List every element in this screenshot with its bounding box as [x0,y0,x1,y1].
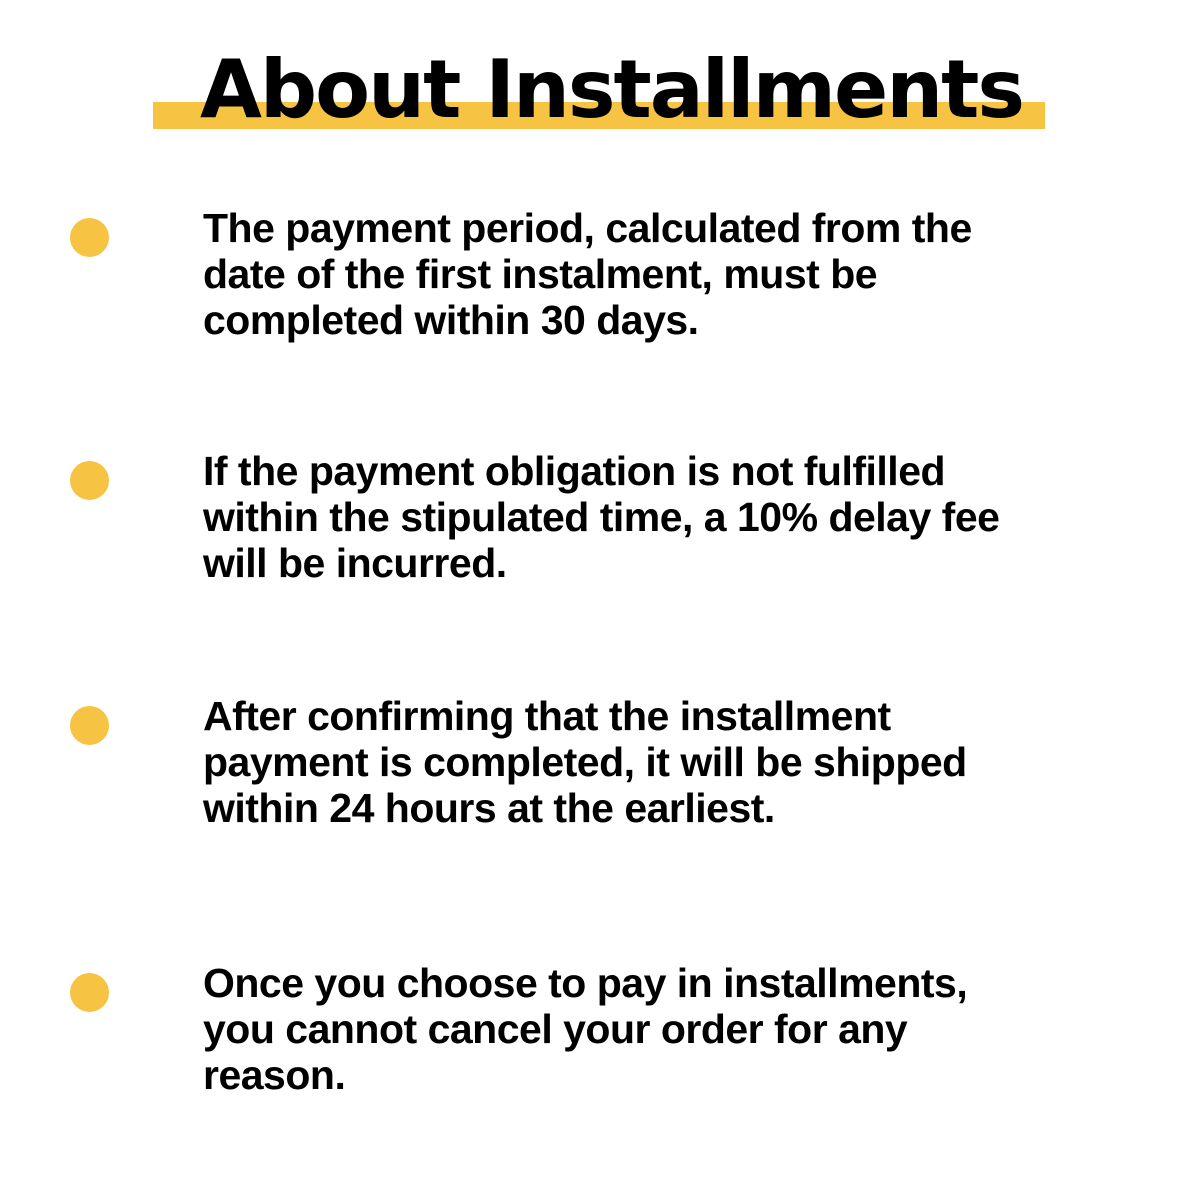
bullet-text-line: reason. [203,1052,346,1098]
bullet-dot-icon [70,706,109,745]
bullet-text-line: date of the first instalment, must be [203,251,878,297]
bullet-text-line: The payment period, calculated from the [203,205,972,251]
bullet-dot-icon [70,461,109,500]
bullet-text [203,205,1083,343]
bullet-text-line: within 24 hours at the earliest. [203,785,775,831]
bullet-text-line: completed within 30 days. [203,297,699,343]
bullet-text [203,960,1083,1098]
bullet-text-line: will be incurred. [203,540,507,586]
bullet-text-line: After confirming that the installment [203,693,891,739]
page-title: About Installments [200,43,1024,136]
bullet-dot-icon [70,218,109,257]
bullet-text-line: If the payment obligation is not fulfilled [203,448,946,494]
bullet-text-line: within the stipulated time, a 10% delay fee [203,494,1000,540]
bullet-text-line: Once you choose to pay in installments, [203,960,968,1006]
bullet-dot-icon [70,973,109,1012]
bullet-text-line: you cannot cancel your order for any [203,1006,908,1052]
bullet-text [203,693,1083,831]
header [0,0,1200,160]
bullet-text [203,448,1083,586]
bullet-text-line: payment is completed, it will be shipped [203,739,967,785]
